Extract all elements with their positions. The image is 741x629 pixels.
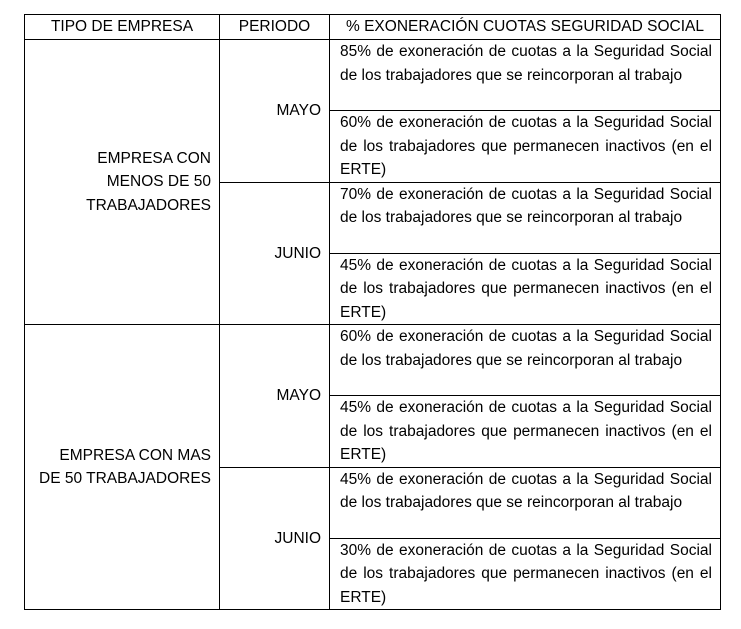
- periodo-mayo: MAYO: [220, 325, 330, 468]
- header-row: [25, 15, 721, 40]
- periodo-junio: JUNIO: [220, 182, 330, 325]
- exoneration-description: 60% de exoneración de cuotas a la Seguridad Social de los trabajadores que permanecen inactivos (en el ERTE): [330, 111, 721, 183]
- exoneration-description: 30% de exoneración de cuotas a la Seguridad Social de los trabajadores que permanecen inactivos (en el ERTE): [330, 538, 721, 610]
- exoneration-description: 60% de exoneración de cuotas a la Seguridad Social de los trabajadores que se reincorporan al trabajo: [330, 325, 721, 396]
- exoneration-description: 45% de exoneración de cuotas a la Seguridad Social de los trabajadores que permanecen inactivos (en el ERTE): [330, 253, 721, 325]
- tipo-label-line: EMPRESA CON MAS: [59, 446, 211, 464]
- exoneration-description: 45% de exoneración de cuotas a la Seguridad Social de los trabajadores que se reincorporan al trabajo: [330, 467, 721, 538]
- tipo-label-line: MENOS DE 50: [106, 173, 211, 191]
- table-row: [25, 325, 721, 396]
- exoneration-description: 45% de exoneración de cuotas a la Seguridad Social de los trabajadores que permanecen inactivos (en el ERTE): [330, 396, 721, 468]
- exoneration-description: 70% de exoneración de cuotas a la Seguridad Social de los trabajadores que se reincorporan al trabajo: [330, 182, 721, 253]
- tipo-empresa-menos-50: [25, 40, 220, 325]
- tipo-empresa-mas-50: [25, 325, 220, 610]
- header-exoneracion: % EXONERACIÓN CUOTAS SEGURIDAD SOCIAL: [330, 15, 721, 40]
- tipo-label-line: EMPRESA CON: [97, 149, 211, 167]
- header-tipo-empresa: TIPO DE EMPRESA: [25, 15, 220, 40]
- periodo-junio: JUNIO: [220, 467, 330, 610]
- exoneration-table: [24, 14, 721, 610]
- header-periodo: PERIODO: [220, 15, 330, 40]
- exoneration-description: 85% de exoneración de cuotas a la Seguridad Social de los trabajadores que se reincorporan al trabajo: [330, 40, 721, 111]
- table-row: [25, 40, 721, 111]
- periodo-mayo: MAYO: [220, 40, 330, 183]
- tipo-label-line: TRABAJADORES: [86, 196, 211, 214]
- tipo-label-line: DE 50 TRABAJADORES: [39, 470, 211, 487]
